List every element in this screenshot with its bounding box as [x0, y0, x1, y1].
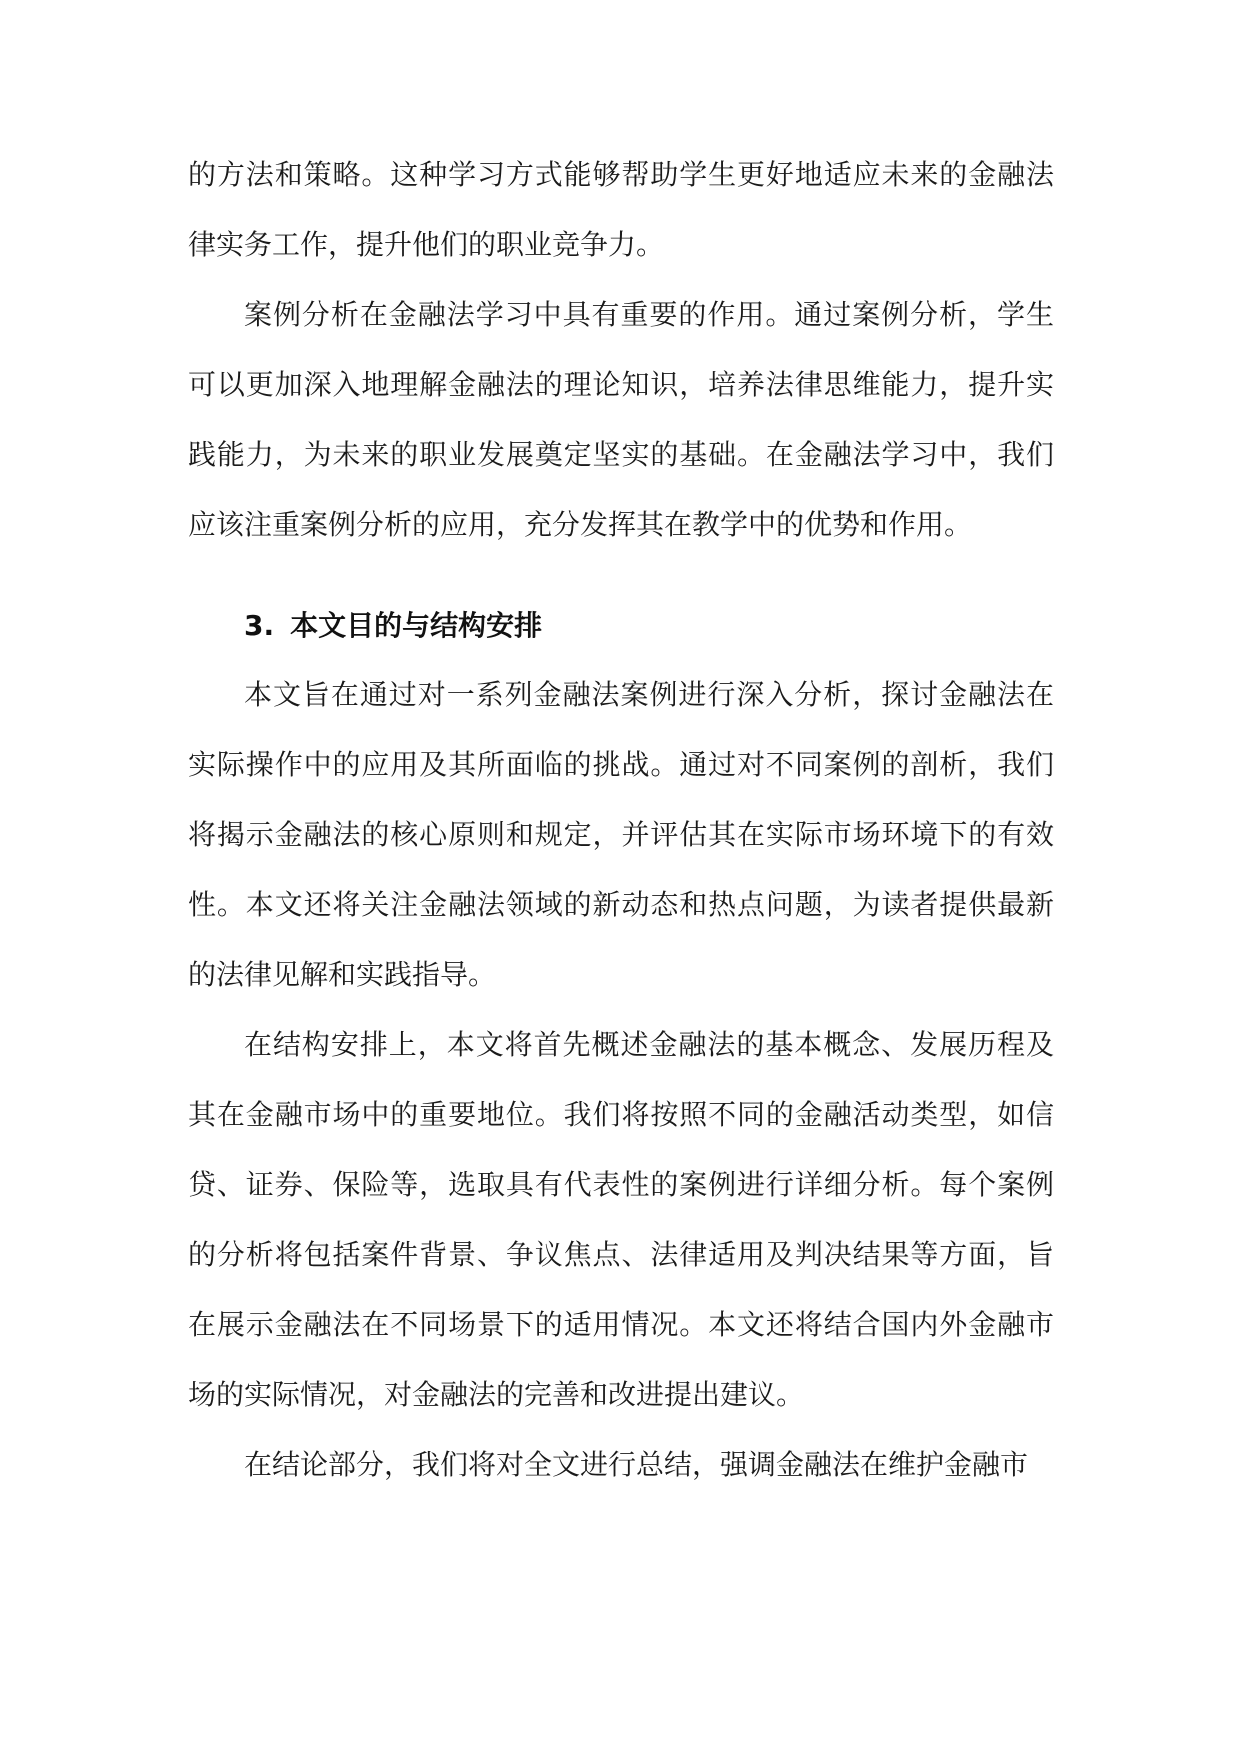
document-body [188, 140, 1054, 1500]
paragraph-purpose: 本文旨在通过对一系列金融法案例进行深入分析，探讨金融法在实际操作中的应用及其所面临的挑战。通过对不同案例的剖析，我们将揭示金融法的核心原则和规定，并评估其在实际市场环境下的有效性。本文还将关注金融法领域的新动态和热点问题，为读者提供最新的法律见解和实践指导。 [188, 678, 1054, 991]
paragraph-case-analysis: 案例分析在金融法学习中具有重要的作用。通过案例分析，学生可以更加深入地理解金融法的理论知识，培养法律思维能力，提升实践能力，为未来的职业发展奠定坚实的基础。在金融法学习中，我们应该注重案例分析的应用，充分发挥其在教学中的优势和作用。 [188, 298, 1054, 541]
paragraph-structure: 在结构安排上，本文将首先概述金融法的基本概念、发展历程及其在金融市场中的重要地位。我们将按照不同的金融活动类型，如信贷、证券、保险等，选取具有代表性的案例进行详细分析。每个案例的分析将包括案件背景、争议焦点、法律适用及判决结果等方面，旨在展示金融法在不同场景下的适用情况。本文还将结合国内外金融市场的实际情况，对金融法的完善和改进提出建议。 [188, 1028, 1054, 1411]
paragraph-conclusion: 在结论部分，我们将对全文进行总结，强调金融法在维护金融市 [244, 1448, 1029, 1481]
section-heading [188, 592, 1054, 660]
section-title: 本文目的与结构安排 [290, 609, 543, 642]
paragraph-continuation: 的方法和策略。这种学习方式能够帮助学生更好地适应未来的金融法律实务工作，提升他们的职业竞争力。 [188, 158, 1054, 261]
section-number: 3. [244, 609, 275, 642]
